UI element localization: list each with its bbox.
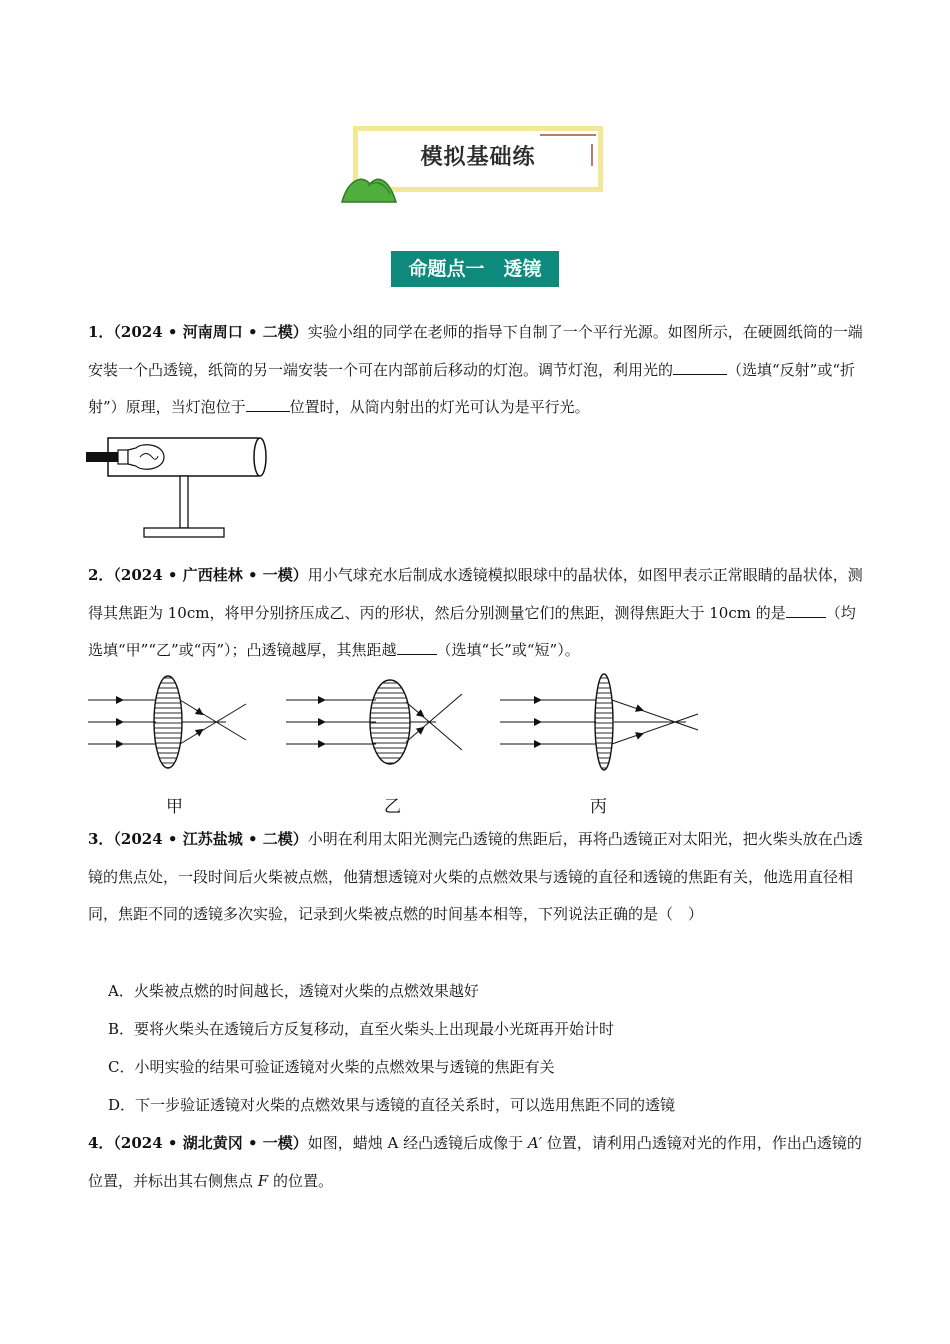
answer-blank[interactable] bbox=[786, 600, 826, 618]
focus-label: F bbox=[257, 1171, 269, 1190]
tube-lamp-figure bbox=[84, 430, 284, 542]
question-1 bbox=[88, 314, 868, 427]
question-3 bbox=[88, 821, 868, 934]
lens-comparison-figure bbox=[86, 670, 706, 780]
question-tag: 1．（2024 • 河南周口 • 二模） bbox=[88, 323, 308, 341]
option-b[interactable]: B．要将火柴头在透镜后方反复移动，直至火柴头上出现最小光斑再开始计时 bbox=[108, 1020, 615, 1038]
question-text: 小明在利用太阳光测完凸透镜的焦距后，再将凸透镜正对太阳光，把火柴头放在凸透镜的焦点处，一段时间后火柴被点燃，他猜想透镜对火柴的点燃效果与透镜的直径和透镜的焦距有关，他选用直径相同，焦距不同的透镜多次实验，记录到火柴被点燃的时间基本相等，下列说法正确的是（ ） bbox=[88, 830, 863, 923]
answer-blank[interactable] bbox=[397, 638, 437, 656]
question-2 bbox=[88, 557, 868, 670]
mountain-icon bbox=[340, 170, 400, 204]
answer-blank[interactable] bbox=[246, 395, 290, 413]
question-tag: 2．（2024 • 广西桂林 • 一模） bbox=[88, 566, 308, 584]
banner-decor-line bbox=[540, 134, 596, 136]
lens-bing bbox=[500, 674, 698, 770]
question-text: 用小气球充水后制成水透镜模拟眼球中的晶状体，如图甲表示正常眼睛的晶状体，测得其焦距为 10cm，将甲分别挤压成乙、丙的形状，然后分别测量它们的焦距，测得焦距大于 10cm 的是 bbox=[88, 566, 863, 622]
question-tag: 3．（2024 • 江苏盐城 • 二模） bbox=[88, 830, 308, 848]
question-text: 如图，蜡烛 A 经凸透镜后成像于 bbox=[307, 1134, 528, 1152]
answer-blank[interactable] bbox=[673, 357, 727, 375]
section-title: 命题点一 透镜 bbox=[391, 251, 559, 287]
question-tag: 4．（2024 • 湖北黄冈 • 一模） bbox=[88, 1134, 308, 1152]
question-text: 位置，请利用凸透镜对光的作用，作出凸透镜的位置，并标出其右侧焦点 bbox=[88, 1134, 862, 1190]
lens-yi bbox=[286, 680, 462, 764]
question-text: 实验小组的同学在老师的指导下自制了一个平行光源。如图所示，在硬圆纸筒的一端安装一个凸透镜，纸筒的另一端安装一个可在内部前后移动的灯泡。调节灯泡，利用光的 bbox=[88, 323, 863, 379]
question-text: 的位置。 bbox=[268, 1171, 333, 1190]
lens-jia bbox=[88, 676, 246, 768]
image-label: A′ bbox=[527, 1134, 543, 1152]
option-d[interactable]: D．下一步验证透镜对火柴的点燃效果与透镜的直径关系时，可以选用焦距不同的透镜 bbox=[108, 1096, 676, 1114]
figure-label-bing: 丙 bbox=[590, 797, 607, 817]
question-text: （选填“长”或“短”）。 bbox=[436, 641, 580, 659]
question-text: 位置时，从筒内射出的灯光可认为是平行光。 bbox=[289, 398, 590, 416]
option-c[interactable]: C．小明实验的结果可验证透镜对火柴的点燃效果与透镜的焦距有关 bbox=[108, 1058, 555, 1076]
page-title: 模拟基础练 bbox=[420, 145, 536, 170]
figure-label-yi: 乙 bbox=[384, 797, 401, 817]
question-text: （选填“反射”或“折射”）原理，当灯泡位于 bbox=[88, 360, 856, 416]
question-text: （均选填“甲”“乙”或“丙”）；凸透镜越厚，其焦距越 bbox=[88, 603, 856, 659]
figure-label-jia: 甲 bbox=[166, 797, 183, 817]
question-4 bbox=[88, 1125, 868, 1200]
option-a[interactable]: A．火柴被点燃的时间越长，透镜对火柴的点燃效果越好 bbox=[108, 982, 479, 1000]
